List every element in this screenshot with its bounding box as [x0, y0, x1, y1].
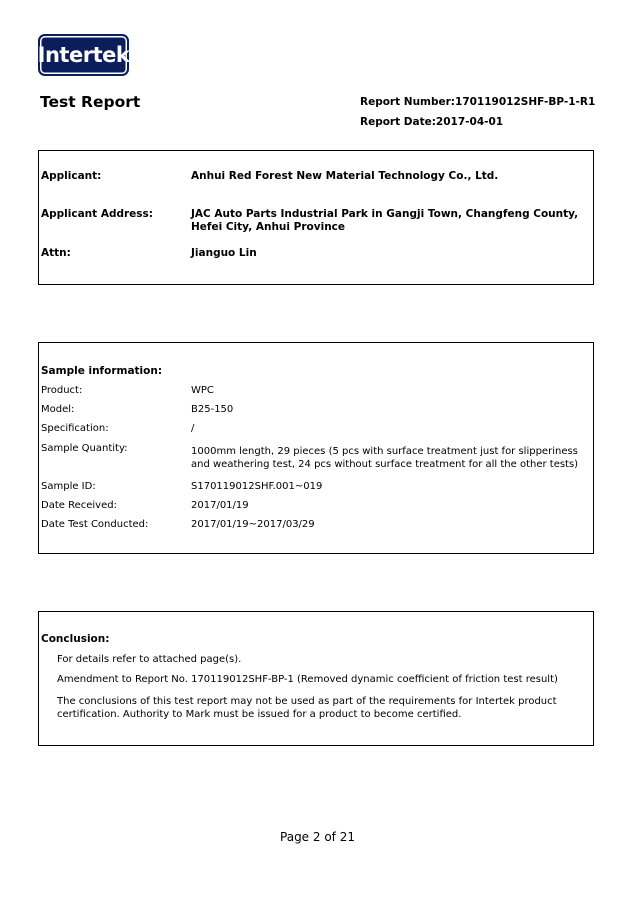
conclusion-heading: Conclusion:: [41, 633, 110, 645]
applicant-address-row: [41, 208, 585, 234]
product-value: WPC: [191, 385, 214, 396]
certification-note: The conclusions of this test report may not be used as part of the requirements for Intertek product certification. Authority to Mark must be issued for a product to become certified.: [57, 696, 557, 720]
sample-information-section: [38, 342, 594, 554]
sample-id-value: S170119012SHF.001~019: [191, 481, 323, 492]
specification-row: [41, 422, 585, 435]
sample-quantity-label: Sample Quantity:: [41, 443, 128, 454]
sample-information-heading: Sample information:: [41, 365, 163, 377]
sample-id-row: [41, 480, 585, 493]
date-received-row: [41, 499, 585, 512]
sample-id-label: Sample ID:: [41, 481, 96, 492]
sample-quantity-value: 1000mm length, 29 pieces (5 pcs with surface treatment just for slipperiness and weathering test, 24 pcs without surface treatment for all the other tests): [191, 446, 579, 470]
model-row: [41, 403, 585, 416]
applicant-section: [38, 150, 594, 285]
applicant-value: Anhui Red Forest New Material Technology Co., Ltd.: [191, 170, 499, 182]
product-row: [41, 384, 585, 397]
logo-text: Intertek: [37, 43, 130, 67]
date-received-label: Date Received:: [41, 500, 117, 511]
applicant-label: Applicant:: [41, 170, 102, 182]
date-test-conducted-label: Date Test Conducted:: [41, 519, 149, 530]
specification-value: /: [191, 423, 195, 434]
report-date: Report Date:2017-04-01: [360, 116, 504, 128]
amendment-line: Amendment to Report No. 170119012SHF-BP-1 (Removed dynamic coefficient of friction test result): [57, 674, 558, 685]
conclusion-section: [38, 611, 594, 746]
sample-quantity-row: [41, 442, 585, 471]
attn-value: Jianguo Lin: [191, 247, 257, 259]
intertek-logo: [38, 34, 129, 76]
model-value: B25-150: [191, 404, 234, 415]
attn-row: [41, 247, 585, 260]
date-test-conducted-value: 2017/01/19~2017/03/29: [191, 519, 315, 530]
applicant-address-label: Applicant Address:: [41, 208, 153, 220]
product-label: Product:: [41, 385, 83, 396]
model-label: Model:: [41, 404, 75, 415]
specification-label: Specification:: [41, 423, 109, 434]
date-received-value: 2017/01/19: [191, 500, 249, 511]
page-number: Page 2 of 21: [280, 830, 355, 844]
conclusion-line: For details refer to attached page(s).: [57, 654, 242, 665]
report-title: Test Report: [40, 93, 141, 111]
date-test-conducted-row: [41, 518, 585, 531]
report-number: Report Number:170119012SHF-BP-1-R1: [360, 96, 596, 108]
applicant-row: [41, 170, 585, 183]
attn-label: Attn:: [41, 247, 71, 259]
applicant-address-value: JAC Auto Parts Industrial Park in Gangji Town, Changfeng County, Hefei City, Anhui Province: [191, 208, 579, 233]
